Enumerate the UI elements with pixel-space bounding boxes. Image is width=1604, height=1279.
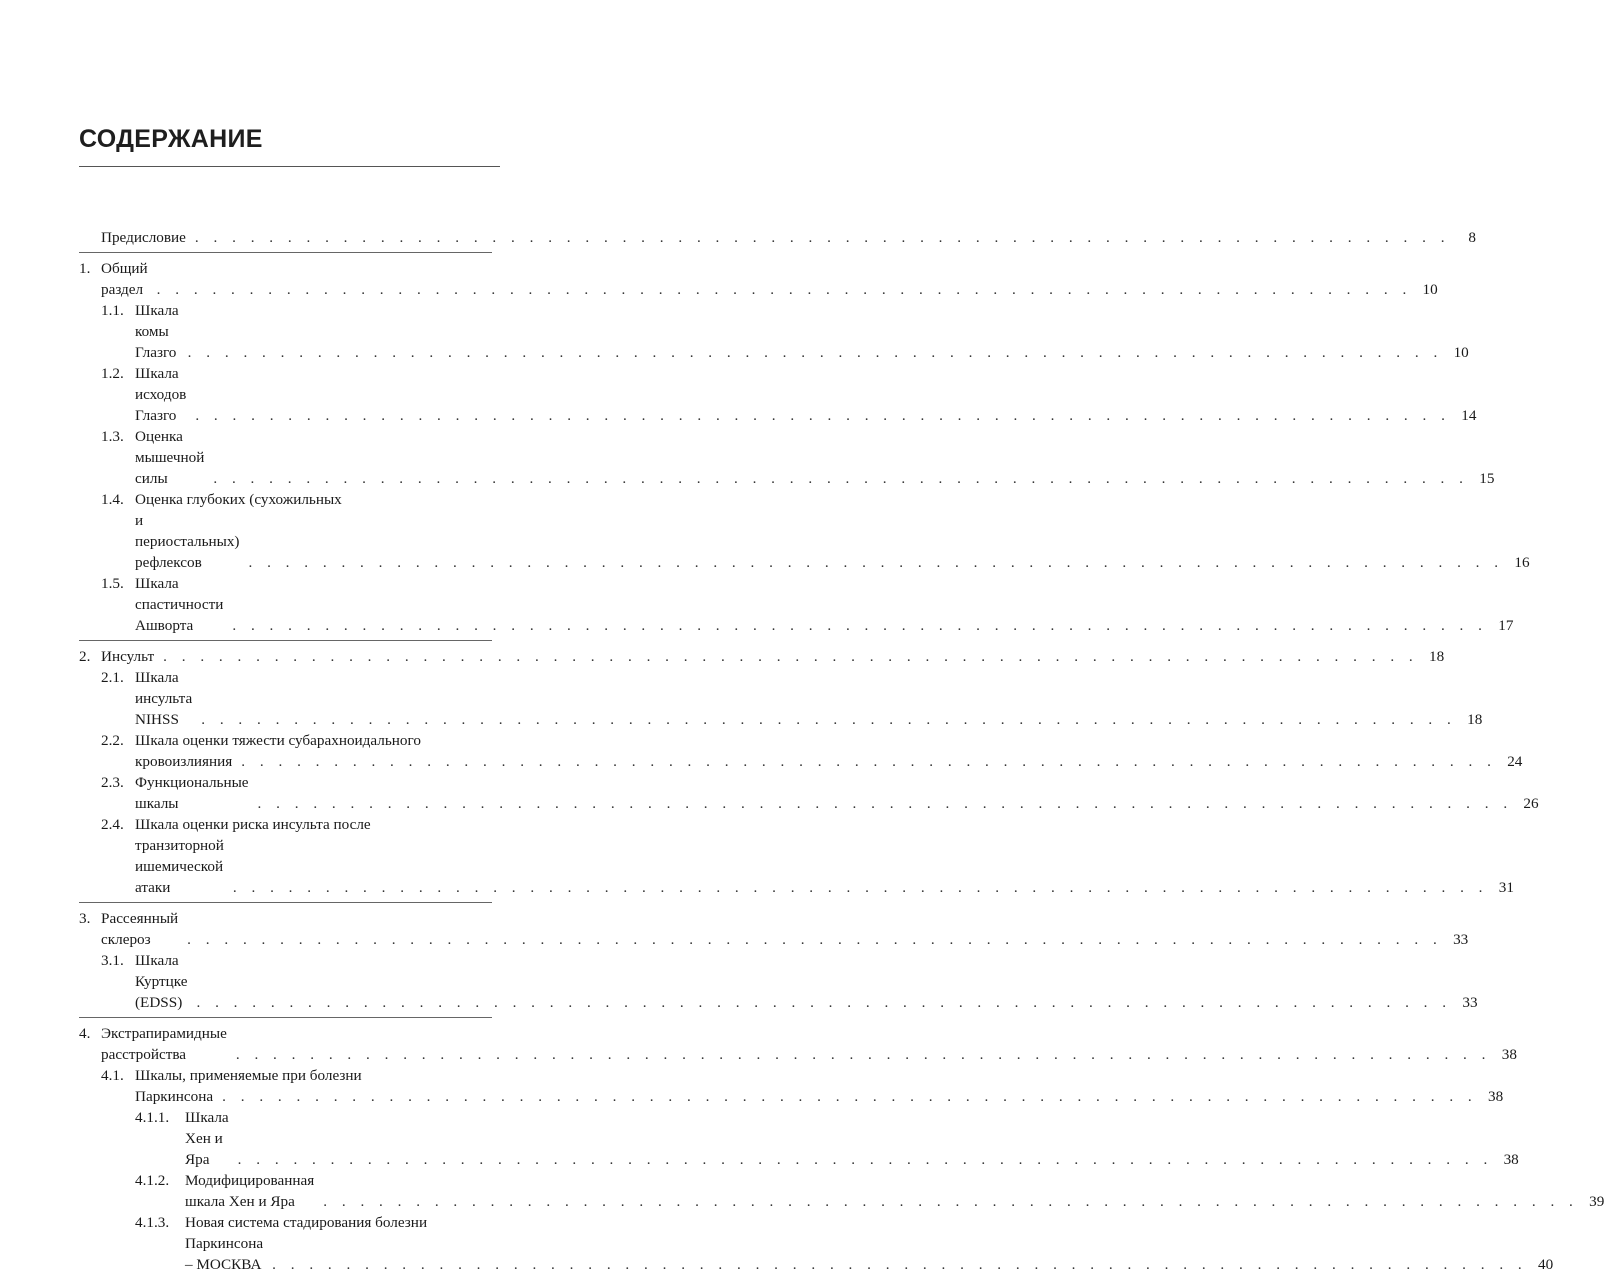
dot-leader [241, 751, 1496, 772]
page-number: 17 [1498, 617, 1514, 634]
toc-section [79, 225, 1476, 253]
toc-entry[interactable] [79, 300, 1469, 363]
dot-leader [213, 468, 1468, 489]
toc-entry[interactable] [79, 363, 1477, 426]
toc-entry[interactable] [79, 1212, 1554, 1275]
entry-number: 2.3. [101, 774, 124, 791]
dot-leader [187, 929, 1442, 950]
page-number: 38 [1503, 1151, 1519, 1168]
dot-leader [157, 279, 1412, 300]
toc-entry[interactable] [79, 426, 1495, 489]
entry-number: 1.5. [101, 575, 124, 592]
dot-leader [272, 1254, 1527, 1275]
toc-entry[interactable] [79, 258, 1438, 300]
entry-number: 2. [79, 648, 91, 665]
dot-leader [201, 709, 1456, 730]
dot-leader [233, 877, 1488, 898]
toc-section [79, 903, 1478, 1018]
page-number: 16 [1514, 554, 1530, 571]
entry-title: и периостальных) рефлексов [135, 512, 240, 571]
entry-number: 2.4. [101, 816, 124, 833]
entry-number: 2.1. [101, 669, 124, 686]
page-number: 33 [1453, 931, 1469, 948]
entry-title: Паркинсона – МОСКВА [185, 1235, 264, 1273]
entry-number: 1.2. [101, 365, 124, 382]
entry-number: 4.1.2. [135, 1172, 170, 1189]
entry-title: транзиторной ишемической атаки [135, 837, 224, 896]
entry-title: Шкала Куртцке (EDSS) [135, 952, 188, 1011]
page-number: 15 [1479, 470, 1495, 487]
toc-section [79, 641, 1539, 903]
toc-section [79, 1018, 1604, 1279]
toc-entry[interactable] [79, 227, 1476, 248]
entry-title: Шкала инсульта NIHSS [135, 669, 193, 728]
dot-leader [188, 342, 1443, 363]
entry-title: Паркинсона [135, 1088, 214, 1105]
page-number: 38 [1501, 1046, 1517, 1063]
dot-leader [248, 552, 1503, 573]
entry-number: 1.3. [101, 428, 124, 445]
entry-number: 1.1. [101, 302, 124, 319]
table-of-contents [79, 225, 1604, 1279]
entry-title: Модифицированная шкала Хен и Яра [185, 1172, 315, 1210]
page-number: 38 [1488, 1088, 1504, 1105]
entry-number: 4.1. [101, 1067, 124, 1084]
entry-number: 1.4. [101, 491, 124, 508]
dot-leader [195, 227, 1450, 248]
entry-title: Оценка мышечной силы [135, 428, 205, 487]
page-number: 26 [1523, 795, 1539, 812]
entry-number: 4.1.3. [135, 1214, 170, 1231]
entry-title: Инсульт [101, 648, 155, 665]
toc-section [79, 253, 1530, 641]
toc-entry[interactable] [79, 772, 1539, 814]
page-number: 18 [1467, 711, 1483, 728]
toc-entry[interactable] [79, 950, 1478, 1013]
toc-entry[interactable] [79, 1170, 1604, 1212]
dot-leader [163, 646, 1418, 667]
entry-number: 4. [79, 1025, 91, 1042]
entry-title: Общий раздел [101, 260, 148, 298]
page-title: СОДЕРЖАНИЕ [79, 125, 263, 153]
dot-leader [232, 615, 1487, 636]
toc-entry[interactable] [79, 489, 1530, 573]
title-divider [79, 166, 500, 167]
entry-title: Функциональные шкалы [135, 774, 249, 812]
toc-entry[interactable] [79, 573, 1514, 636]
toc-entry[interactable] [79, 730, 1523, 772]
dot-leader [258, 793, 1513, 814]
page-number: 8 [1468, 229, 1476, 246]
page-number: 40 [1538, 1256, 1554, 1273]
entry-number: 2.2. [101, 732, 124, 749]
entry-title: Шкала оценки тяжести субарахноидального [135, 732, 421, 749]
entry-number: 1. [79, 260, 91, 277]
entry-title: Шкалы, применяемые при болезни [135, 1067, 362, 1084]
entry-title: Предисловие [101, 229, 186, 246]
page-number: 10 [1453, 344, 1469, 361]
dot-leader [222, 1086, 1477, 1107]
dot-leader [236, 1044, 1491, 1065]
dot-leader [238, 1149, 1493, 1170]
toc-entry[interactable] [79, 667, 1483, 730]
entry-title: кровоизлияния [135, 753, 233, 770]
entry-title: Рассеянный склероз [101, 910, 179, 948]
entry-title: Оценка глубоких (сухожильных [135, 491, 342, 508]
toc-entry[interactable] [79, 1107, 1519, 1170]
entry-title: Новая система стадирования болезни [185, 1214, 428, 1231]
page-number: 14 [1461, 407, 1477, 424]
entry-title: Шкала исходов Глазго [135, 365, 187, 424]
entry-title: Экстрапирамидные расстройства [101, 1025, 227, 1063]
toc-entry[interactable] [79, 1023, 1517, 1065]
page-number: 10 [1422, 281, 1438, 298]
page-number: 24 [1507, 753, 1523, 770]
dot-leader [323, 1191, 1578, 1212]
toc-entry[interactable] [79, 646, 1445, 667]
entry-number: 3. [79, 910, 91, 927]
page-number: 33 [1462, 994, 1478, 1011]
toc-entry[interactable] [79, 908, 1469, 950]
page-number: 31 [1498, 879, 1514, 896]
entry-number: 4.1.1. [135, 1109, 170, 1126]
dot-leader [195, 405, 1450, 426]
page-number: 39 [1589, 1193, 1604, 1210]
entry-title: Шкала Хен и Яра [185, 1109, 229, 1168]
toc-entry[interactable] [79, 1065, 1504, 1107]
entry-number [79, 227, 101, 248]
entry-title: Шкала оценки риска инсульта после [135, 816, 371, 833]
toc-entry[interactable] [79, 814, 1514, 898]
entry-number: 3.1. [101, 952, 124, 969]
page-number: 18 [1429, 648, 1445, 665]
entry-title: Шкала спастичности Ашворта [135, 575, 224, 634]
dot-leader [196, 992, 1451, 1013]
entry-title: Шкала комы Глазго [135, 302, 179, 361]
